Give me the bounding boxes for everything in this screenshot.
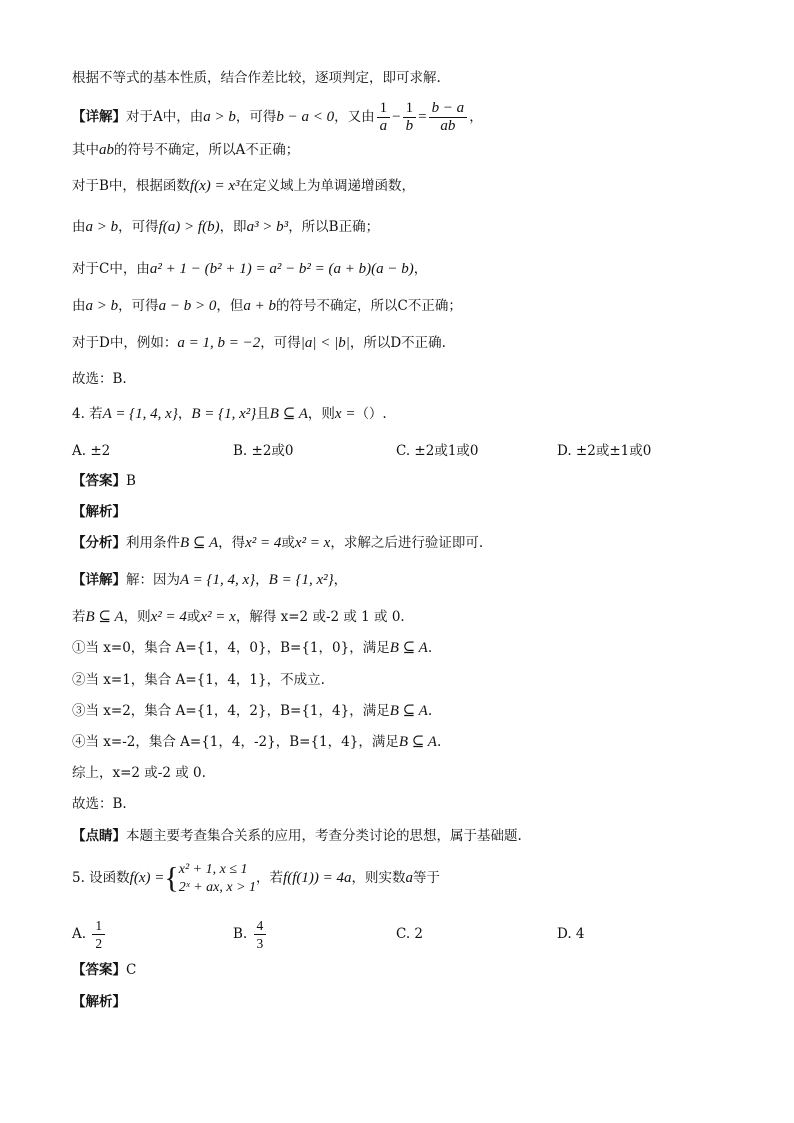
denominator: ab bbox=[440, 118, 456, 134]
text: ，但 bbox=[216, 298, 244, 314]
detail-line-a2 bbox=[72, 140, 299, 160]
dianjing-4 bbox=[72, 826, 522, 846]
text: 4. 若 bbox=[72, 406, 103, 422]
text: 对于D中，例如： bbox=[72, 335, 178, 351]
math: a − b > 0 bbox=[158, 298, 217, 314]
detail-line-c2 bbox=[72, 296, 462, 316]
math: a = 1, b = −2 bbox=[177, 335, 261, 351]
case-2: 2ˣ + ax, x > 1 bbox=[178, 879, 257, 895]
text: ，又由 bbox=[334, 109, 375, 125]
answer-4 bbox=[72, 471, 136, 491]
text: ， bbox=[333, 572, 348, 588]
text: ，则 bbox=[123, 609, 151, 625]
case-2 bbox=[72, 670, 325, 690]
answer-value: B bbox=[126, 473, 136, 489]
text: ，可得 bbox=[118, 298, 159, 314]
math: a bbox=[405, 870, 413, 886]
text: 本题主要考查集合关系的应用，考查分类讨论的思想，属于基础题. bbox=[126, 828, 522, 844]
q4-option-a bbox=[72, 441, 110, 461]
case-1 bbox=[72, 638, 432, 658]
text: ，可得 bbox=[260, 335, 301, 351]
text: 对于C中，由 bbox=[72, 261, 150, 277]
denominator: a bbox=[379, 118, 388, 134]
math: f(a) > f(b) bbox=[158, 219, 220, 235]
answer-5 bbox=[72, 960, 136, 980]
fraction-1-over-a bbox=[377, 100, 391, 135]
math: x² = x bbox=[294, 535, 331, 551]
q4-option-c bbox=[396, 441, 479, 461]
denominator: 2 bbox=[95, 936, 103, 951]
math: a > b bbox=[85, 219, 119, 235]
text: 的符号不确定，所以A不正确； bbox=[114, 142, 300, 158]
q5-option-d bbox=[557, 924, 585, 944]
math: a > b bbox=[85, 298, 119, 314]
summary-line bbox=[72, 763, 206, 783]
text: ④当 x=-2，集合 A={1，4，-2}，B={1，4}，满足 bbox=[72, 734, 399, 750]
option-label: B. bbox=[233, 926, 248, 942]
answer-tag: 【答案】 bbox=[72, 962, 126, 978]
text: 故选：B. bbox=[72, 371, 127, 387]
text: ，可得 bbox=[118, 219, 159, 235]
text: ，可得 bbox=[235, 109, 277, 125]
numerator: 1 bbox=[403, 100, 417, 118]
text: 若 bbox=[72, 609, 86, 625]
option-label: A. bbox=[72, 926, 87, 942]
text: 对于B中，根据函数 bbox=[72, 178, 190, 194]
text: ， bbox=[255, 572, 269, 588]
option-text: B. ±2或0 bbox=[233, 443, 294, 459]
case-3 bbox=[72, 701, 432, 721]
option-text: D. 4 bbox=[557, 926, 585, 942]
math: B = {1, x²} bbox=[191, 406, 257, 422]
text: ， bbox=[177, 406, 192, 422]
text: 或 bbox=[281, 535, 295, 551]
text: 且 bbox=[256, 406, 270, 422]
detail-line-a bbox=[72, 98, 483, 136]
choose-b-line bbox=[72, 369, 127, 389]
dianjing-tag: 【点睛】 bbox=[72, 828, 126, 844]
numerator: 1 bbox=[92, 917, 105, 935]
text: ，若 bbox=[256, 870, 284, 886]
piecewise-cases bbox=[179, 861, 256, 897]
text: 其中 bbox=[72, 142, 99, 158]
text: . bbox=[427, 703, 433, 719]
text: ②当 x=1，集合 A={1，4，1}，不成立. bbox=[72, 672, 325, 688]
math: x² = 4 bbox=[245, 535, 282, 551]
math: B ⊆ A bbox=[85, 609, 124, 625]
analysis-5-heading bbox=[72, 992, 126, 1012]
question-4 bbox=[72, 404, 387, 424]
math: a³ > b³ bbox=[246, 219, 289, 235]
detail-line-b2 bbox=[72, 217, 379, 237]
analysis-text bbox=[72, 68, 441, 88]
fraction-bma-over-ab bbox=[429, 100, 468, 135]
text: ，则实数 bbox=[351, 870, 406, 886]
answer-value: C bbox=[126, 962, 137, 978]
text: ，求解之后进行验证即可. bbox=[330, 535, 484, 551]
math: x = bbox=[334, 406, 356, 422]
math: B ⊆ A bbox=[269, 406, 308, 422]
fraction-4-3 bbox=[254, 917, 267, 952]
analysis-tag: 【解析】 bbox=[72, 504, 126, 520]
denominator: b bbox=[405, 118, 414, 134]
math: x² = x bbox=[200, 609, 236, 625]
q5-option-c bbox=[396, 924, 423, 944]
text: 5. 设函数 bbox=[72, 870, 130, 886]
option-text: C. 2 bbox=[396, 926, 424, 942]
fraction-1-over-b bbox=[403, 100, 417, 135]
math: ab bbox=[99, 142, 114, 158]
text: ， bbox=[413, 261, 428, 277]
numerator: 1 bbox=[377, 100, 391, 118]
text: 对于A中，由 bbox=[126, 109, 204, 125]
analysis-tag: 【解析】 bbox=[72, 994, 126, 1010]
text: ，得 bbox=[218, 535, 246, 551]
case-1: x² + 1, x ≤ 1 bbox=[178, 861, 248, 877]
math: B ⊆ A bbox=[398, 734, 437, 750]
xiangjie-4 bbox=[72, 570, 347, 590]
text: 由 bbox=[72, 219, 86, 235]
math: f(x) = x³ bbox=[189, 178, 240, 194]
solve-line bbox=[72, 607, 405, 627]
answer-tag: 【答案】 bbox=[72, 473, 126, 489]
math: a² + 1 − (b² + 1) = a² − b² = (a + b)(a − b) bbox=[149, 261, 414, 277]
fraction-1-2 bbox=[92, 917, 105, 952]
text: ， bbox=[469, 109, 483, 125]
math: B ⊆ A bbox=[180, 535, 219, 551]
analysis-4-heading bbox=[72, 502, 126, 522]
math: B ⊆ A bbox=[389, 640, 428, 656]
detail-line-c bbox=[72, 259, 427, 279]
text: ，解得 x=2 或-2 或 1 或 0. bbox=[235, 609, 405, 625]
equals: = bbox=[418, 109, 427, 125]
case-4 bbox=[72, 732, 441, 752]
math: f(x) = bbox=[129, 870, 165, 886]
option-text: A. ±2 bbox=[72, 443, 111, 459]
text: ③当 x=2，集合 A={1，4，2}，B={1，4}，满足 bbox=[72, 703, 390, 719]
text: 在定义域上为单调递增函数， bbox=[239, 178, 416, 194]
text: ，所以B正确； bbox=[288, 219, 380, 235]
text: 等于 bbox=[412, 870, 440, 886]
math: a > b bbox=[203, 109, 236, 125]
math: A = {1, 4, x} bbox=[180, 572, 256, 588]
text: ①当 x=0，集合 A={1，4，0}，B={1，0}，满足 bbox=[72, 640, 390, 656]
detail-line-b bbox=[72, 176, 415, 196]
fenxi-tag: 【分析】 bbox=[72, 535, 126, 551]
numerator: 4 bbox=[254, 917, 267, 935]
text: 综上，x=2 或-2 或 0. bbox=[72, 765, 206, 781]
q5-option-b bbox=[233, 914, 268, 954]
math: A = {1, 4, x} bbox=[102, 406, 178, 422]
math: f(f(1)) = 4a bbox=[283, 870, 352, 886]
text: （）. bbox=[355, 406, 387, 422]
q5-option-a bbox=[72, 914, 107, 954]
q4-option-b bbox=[233, 441, 294, 461]
text: 故选：B. bbox=[72, 796, 127, 812]
text: ，则 bbox=[307, 406, 335, 422]
math: x² = 4 bbox=[150, 609, 187, 625]
text: ，即 bbox=[219, 219, 247, 235]
math: b − a < 0 bbox=[276, 109, 335, 125]
detail-tag: 【详解】 bbox=[72, 109, 126, 125]
text: 解：因为 bbox=[126, 572, 180, 588]
math: a + b bbox=[243, 298, 276, 314]
math: |a| < |b| bbox=[300, 335, 350, 351]
text: 利用条件 bbox=[126, 535, 180, 551]
text: ，所以D不正确. bbox=[349, 335, 446, 351]
text: 或 bbox=[186, 609, 201, 625]
question-5 bbox=[72, 858, 440, 899]
fenxi-4 bbox=[72, 533, 483, 553]
left-brace: { bbox=[164, 861, 179, 895]
text: 的符号不确定，所以C不正确； bbox=[276, 298, 462, 314]
text: 根据不等式的基本性质，结合作差比较，逐项判定，即可求解. bbox=[72, 70, 441, 86]
detail-line-d bbox=[72, 333, 446, 353]
text: . bbox=[436, 734, 442, 750]
math: B = {1, x²} bbox=[268, 572, 334, 588]
denominator: 3 bbox=[256, 936, 264, 951]
option-text: D. ±2或±1或0 bbox=[557, 443, 652, 459]
minus: − bbox=[392, 109, 401, 125]
numerator: b − a bbox=[429, 100, 468, 118]
q4-option-d bbox=[557, 441, 651, 461]
text: 由 bbox=[72, 298, 86, 314]
math: B ⊆ A bbox=[389, 703, 428, 719]
detail-tag: 【详解】 bbox=[72, 572, 126, 588]
choose-line-4 bbox=[72, 794, 127, 814]
text: . bbox=[427, 640, 433, 656]
option-text: C. ±2或1或0 bbox=[396, 443, 479, 459]
